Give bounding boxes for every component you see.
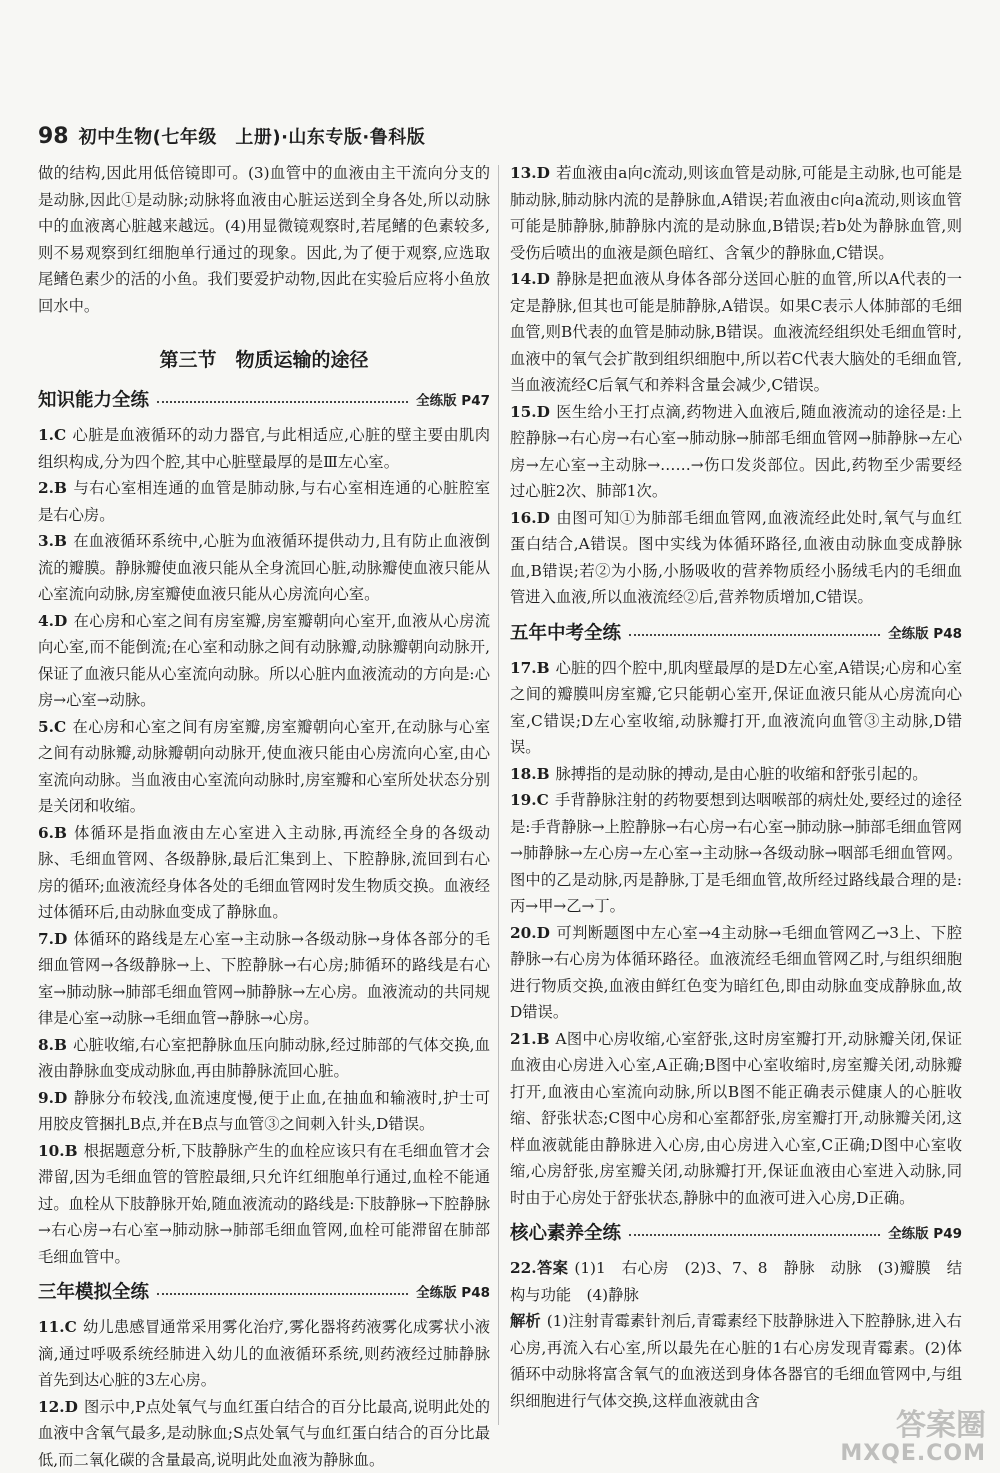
item-number: 4.D — [38, 612, 67, 630]
item-text: 在心房和心室之间有房室瓣,房室瓣朝向心室开,在动脉与心室之间有动脉瓣,动脉瓣朝向动脉开,使血液只能由心房流向心室,由心室流向动脉。当血液由心室流向动脉时,房室瓣和心室所处状态分别是关闭和收缩。 — [38, 718, 490, 816]
item-text: 脉搏指的是动脉的搏动,是由心脏的收缩和舒张引起的。 — [556, 765, 928, 783]
analysis-label: 解析 — [510, 1312, 541, 1330]
answer-item — [38, 1394, 490, 1473]
band-title: 五年中考全练 — [510, 619, 621, 645]
answer-item — [510, 1026, 962, 1212]
section-band-five-year — [510, 617, 962, 647]
answer-item — [510, 787, 962, 920]
intro-paragraph: 做的结构,因此用低倍镜即可。(3)血管中的血液由主干流向分支的是动脉,因此①是动脉;动脉将血液由心脏运送到全身各处,所以动脉中的血液离心脏越来越远。(4)用显微镜观察时,若尾鳍的色素较多,则不易观察到红细胞单行通过的现象。因此,为了便于观察,应选取尾鳍色素少的活的小鱼。我们要爱护动物,因此在实验后应将小鱼放回水中。 — [38, 160, 490, 319]
item-number: 9.D — [38, 1089, 67, 1107]
dotted-rule — [629, 1234, 880, 1236]
left-column — [38, 160, 490, 1473]
item-text: (1)1 右心房 (2)3、7、8 静脉 动脉 (3)瓣膜 结构与功能 (4)静脉 — [510, 1259, 962, 1304]
answer-item-22 — [510, 1255, 962, 1308]
answer-item — [38, 1314, 490, 1394]
answer-item — [38, 926, 490, 1032]
answer-item — [510, 399, 962, 505]
item-number: 7.D — [38, 930, 67, 948]
item-text: 静脉是把血液从身体各部分送回心脏的血管,所以A代表的一定是静脉,但其也可能是肺静脉,A错误。如果C表示人体肺部的毛细血管,则B代表的血管是肺动脉,B错误。血液流经组织处毛细血管时,血液中的氧气会扩散到组织细胞中,所以若C代表大脑处的毛细血管,当血液流经C后氧气和养料含量会减少,C错误。 — [510, 270, 962, 394]
item-number: 1.C — [38, 426, 66, 444]
page-number: 98 — [38, 124, 69, 149]
dotted-rule — [157, 1293, 408, 1295]
answer-item — [510, 505, 962, 611]
section-band-knowledge — [38, 384, 490, 414]
column-divider — [498, 165, 499, 1425]
item-text: 静脉分布较浅,血流速度慢,便于止血,在抽血和输液时,护士可用胶皮管捆扎B点,并在B点与血管③之间刺入针头,D错误。 — [38, 1089, 490, 1134]
item-text: 在心房和心室之间有房室瓣,房室瓣朝向心室开,血液从心房流向心室,而不能倒流;在心室和动脉之间有动脉瓣,动脉瓣朝向动脉开,保证了血液只能从心室流向动脉。所以心脏内血液流动的方向是:心房→心室→动脉。 — [38, 612, 490, 710]
section-band-core — [510, 1217, 962, 1247]
right-column — [510, 160, 962, 1414]
item-text: 心脏是血液循环的动力器官,与此相适应,心脏的壁主要由肌肉组织构成,分为四个腔,其中心脏壁最厚的是Ⅲ左心室。 — [38, 426, 490, 471]
item-text: 体循环是指血液由左心室进入主动脉,再流经全身的各级动脉、毛细血管网、各级静脉,最后汇集到上、下腔静脉,流回到右心房的循环;血液流经身体各处的毛细血管网时发生物质交换。血液经过体循环后,由动脉血变成了静脉血。 — [38, 824, 490, 922]
answer-item — [38, 608, 490, 714]
watermark-line2: MXQE.COM — [840, 1442, 986, 1465]
answer-item — [38, 1085, 490, 1138]
item-number: 5.C — [38, 718, 66, 736]
item-number: 16.D — [510, 509, 550, 527]
item-number: 22.答案 — [510, 1259, 568, 1277]
item-text: 可判断题图中左心室→4主动脉→毛细血管网乙→3上、下腔静脉→右心房为体循环路径。血液流经毛细血管网乙时,与组织细胞进行物质交换,血液由鲜红色变为暗红色,即由动脉血变成静脉血,故D错误。 — [510, 924, 962, 1022]
section-band-three-year — [38, 1276, 490, 1306]
answer-item — [38, 714, 490, 820]
item-text: 医生给小王打点滴,药物进入血液后,随血液流动的途径是:上腔静脉→右心房→右心室→肺动脉→肺部毛细血管网→肺静脉→左心房→左心室→主动脉→……→伤口发炎部位。因此,药物至少需要经过心脏2次、肺部1次。 — [510, 403, 962, 501]
item-text: 心脏的四个腔中,肌肉壁最厚的是D左心室,A错误;心房和心室之间的瓣膜叫房室瓣,它只能朝心室开,保证血液只能从心房流向心室,C错误;D左心室收缩,动脉瓣打开,血液流向血管③主动脉,D错误。 — [510, 659, 962, 757]
answer-item — [38, 820, 490, 926]
answer-list-top — [510, 160, 962, 611]
item-text: 在血液循环系统中,心脏为血液循环提供动力,且有防止血液倒流的瓣膜。静脉瓣使血液只能从全身流回心脏,动脉瓣使血液只能从心室流向动脉,房室瓣使血液只能从心房流向心室。 — [38, 532, 490, 603]
watermark-line1: 答案圈 — [840, 1410, 986, 1442]
watermark-logo — [840, 1410, 986, 1465]
item-number: 12.D — [38, 1398, 78, 1416]
answer-item — [38, 475, 490, 528]
item-number: 2.B — [38, 479, 67, 497]
answer-item — [510, 761, 962, 788]
item-number: 20.D — [510, 924, 550, 942]
page-header — [38, 116, 968, 156]
item-number: 10.B — [38, 1142, 78, 1160]
item-number: 11.C — [38, 1318, 77, 1336]
item-text: A图中心房收缩,心室舒张,这时房室瓣打开,动脉瓣关闭,保证血液由心房进入心室,A正确;B图中心室收缩时,房室瓣关闭,动脉瓣打开,血液由心室流向动脉,所以B图不能正确表示健康人的心脏收缩、舒张状态;C图中心房和心室都舒张,房室瓣打开,动脉瓣关闭,这样血液就能由静脉进入心房,由心房进入心室,C正确;D图中心室收缩,心房舒张,房室瓣关闭,动脉瓣打开,保证血液由心室进入动脉,同时由于心房处于舒张状态,静脉中的血液可进入心房,D正确。 — [510, 1030, 962, 1207]
answer-item — [38, 1032, 490, 1085]
item-text: 心脏收缩,右心室把静脉血压向肺动脉,经过肺部的气体交换,血液由静脉血变成动脉血,再由肺静脉流回心脏。 — [38, 1036, 490, 1081]
band-title: 三年模拟全练 — [38, 1278, 149, 1304]
item-number: 17.B — [510, 659, 550, 677]
book-title: 初中生物(七年级 上册)·山东专版·鲁科版 — [79, 123, 426, 149]
band-page-ref: 全练版 P49 — [888, 1222, 962, 1242]
answer-item — [38, 422, 490, 475]
item-number: 18.B — [510, 765, 550, 783]
item-number: 15.D — [510, 403, 550, 421]
band-title: 核心素养全练 — [510, 1219, 621, 1245]
item-text: 幼儿患感冒通常采用雾化治疗,雾化器将药液雾化成雾状小液滴,通过呼吸系统经肺进入幼儿的血液循环系统,则药液经过肺静脉首先到达心脏的3左心房。 — [38, 1318, 490, 1389]
answer-list-five-year — [510, 655, 962, 1212]
dotted-rule — [629, 634, 880, 636]
answer-item — [38, 1138, 490, 1271]
item-number: 3.B — [38, 532, 67, 550]
item-number: 21.B — [510, 1030, 550, 1048]
item-number: 14.D — [510, 270, 550, 288]
item-text: 根据题意分析,下肢静脉产生的血栓应该只有在毛细血管才会滞留,因为毛细血管的管腔最细,只允许红细胞单行通过,血栓不能通过。血栓从下肢静脉开始,随血液流动的路线是:下肢静脉→下腔静脉→右心房→右心室→肺动脉→肺部毛细血管网,血栓可能滞留在肺部毛细血管中。 — [38, 1142, 490, 1266]
answer-item — [38, 528, 490, 608]
answer-list-knowledge — [38, 422, 490, 1270]
item-number: 19.C — [510, 791, 549, 809]
answer-item — [510, 655, 962, 761]
item-text: 与右心室相连通的血管是肺动脉,与右心室相连通的心脏腔室是右心房。 — [38, 479, 490, 524]
answer-item — [510, 920, 962, 1026]
item-number: 8.B — [38, 1036, 67, 1054]
answer-list-three-year — [38, 1314, 490, 1473]
dotted-rule — [157, 401, 408, 403]
analysis-text: (1)注射青霉素针剂后,青霉素经下肢静脉进入下腔静脉,进入右心房,再流入右心室,所以最先在心脏的1右心房发现青霉素。(2)体循环中动脉将富含氧气的血液送到身体各器官的毛细血管网中,与组织细胞进行气体交换,这样血液就由含 — [510, 1312, 962, 1410]
item-text: 体循环的路线是左心室→主动脉→各级动脉→身体各部分的毛细血管网→各级静脉→上、下腔静脉→右心房;肺循环的路线是右心室→肺动脉→肺部毛细血管网→肺静脉→左心房。血液流动的共同规律是心室→动脉→毛细血管→静脉→心房。 — [38, 930, 490, 1028]
item-text: 图示中,P点处氧气与血红蛋白结合的百分比最高,说明此处的血液中含氧气最多,是动脉血;S点处氧气与血红蛋白结合的百分比最低,而二氧化碳的含量最高,说明此处血液为静脉血。 — [38, 1398, 490, 1469]
item-number: 6.B — [38, 824, 67, 842]
band-page-ref: 全练版 P47 — [416, 389, 490, 409]
item-text: 手背静脉注射的药物要想到达咽喉部的病灶处,要经过的途径是:手背静脉→上腔静脉→右心房→右心室→肺动脉→肺部毛细血管网→肺静脉→左心房→左心室→主动脉→各级动脉→咽部毛细血管网。图中的乙是动脉,丙是静脉,丁是毛细血管,故所经过路线最合理的是:丙→甲→乙→丁。 — [510, 791, 962, 915]
analysis-item-22 — [510, 1308, 962, 1414]
band-page-ref: 全练版 P48 — [888, 622, 962, 642]
section-title: 第三节 物质运输的途径 — [38, 345, 490, 372]
band-page-ref: 全练版 P48 — [416, 1281, 490, 1301]
item-number: 13.D — [510, 164, 550, 182]
item-text: 若血液由a向c流动,则该血管是动脉,可能是主动脉,也可能是肺动脉,肺动脉内流的是静脉血,A错误;若血液由c向a流动,则该血管可能是肺静脉,肺静脉内流的是动脉血,B错误;若b处为静脉血管,则受伤后喷出的血液是颜色暗红、含氧少的静脉血,C错误。 — [510, 164, 962, 262]
band-title: 知识能力全练 — [38, 386, 149, 412]
answer-item — [510, 160, 962, 266]
answer-item — [510, 266, 962, 399]
item-text: 由图可知①为肺部毛细血管网,血液流经此处时,氧气与血红蛋白结合,A错误。图中实线为体循环路径,血液由动脉血变成静脉血,B错误;若②为小肠,小肠吸收的营养物质经小肠绒毛内的毛细血管进入血液,所以血液流经②后,营养物质增加,C错误。 — [510, 509, 962, 607]
